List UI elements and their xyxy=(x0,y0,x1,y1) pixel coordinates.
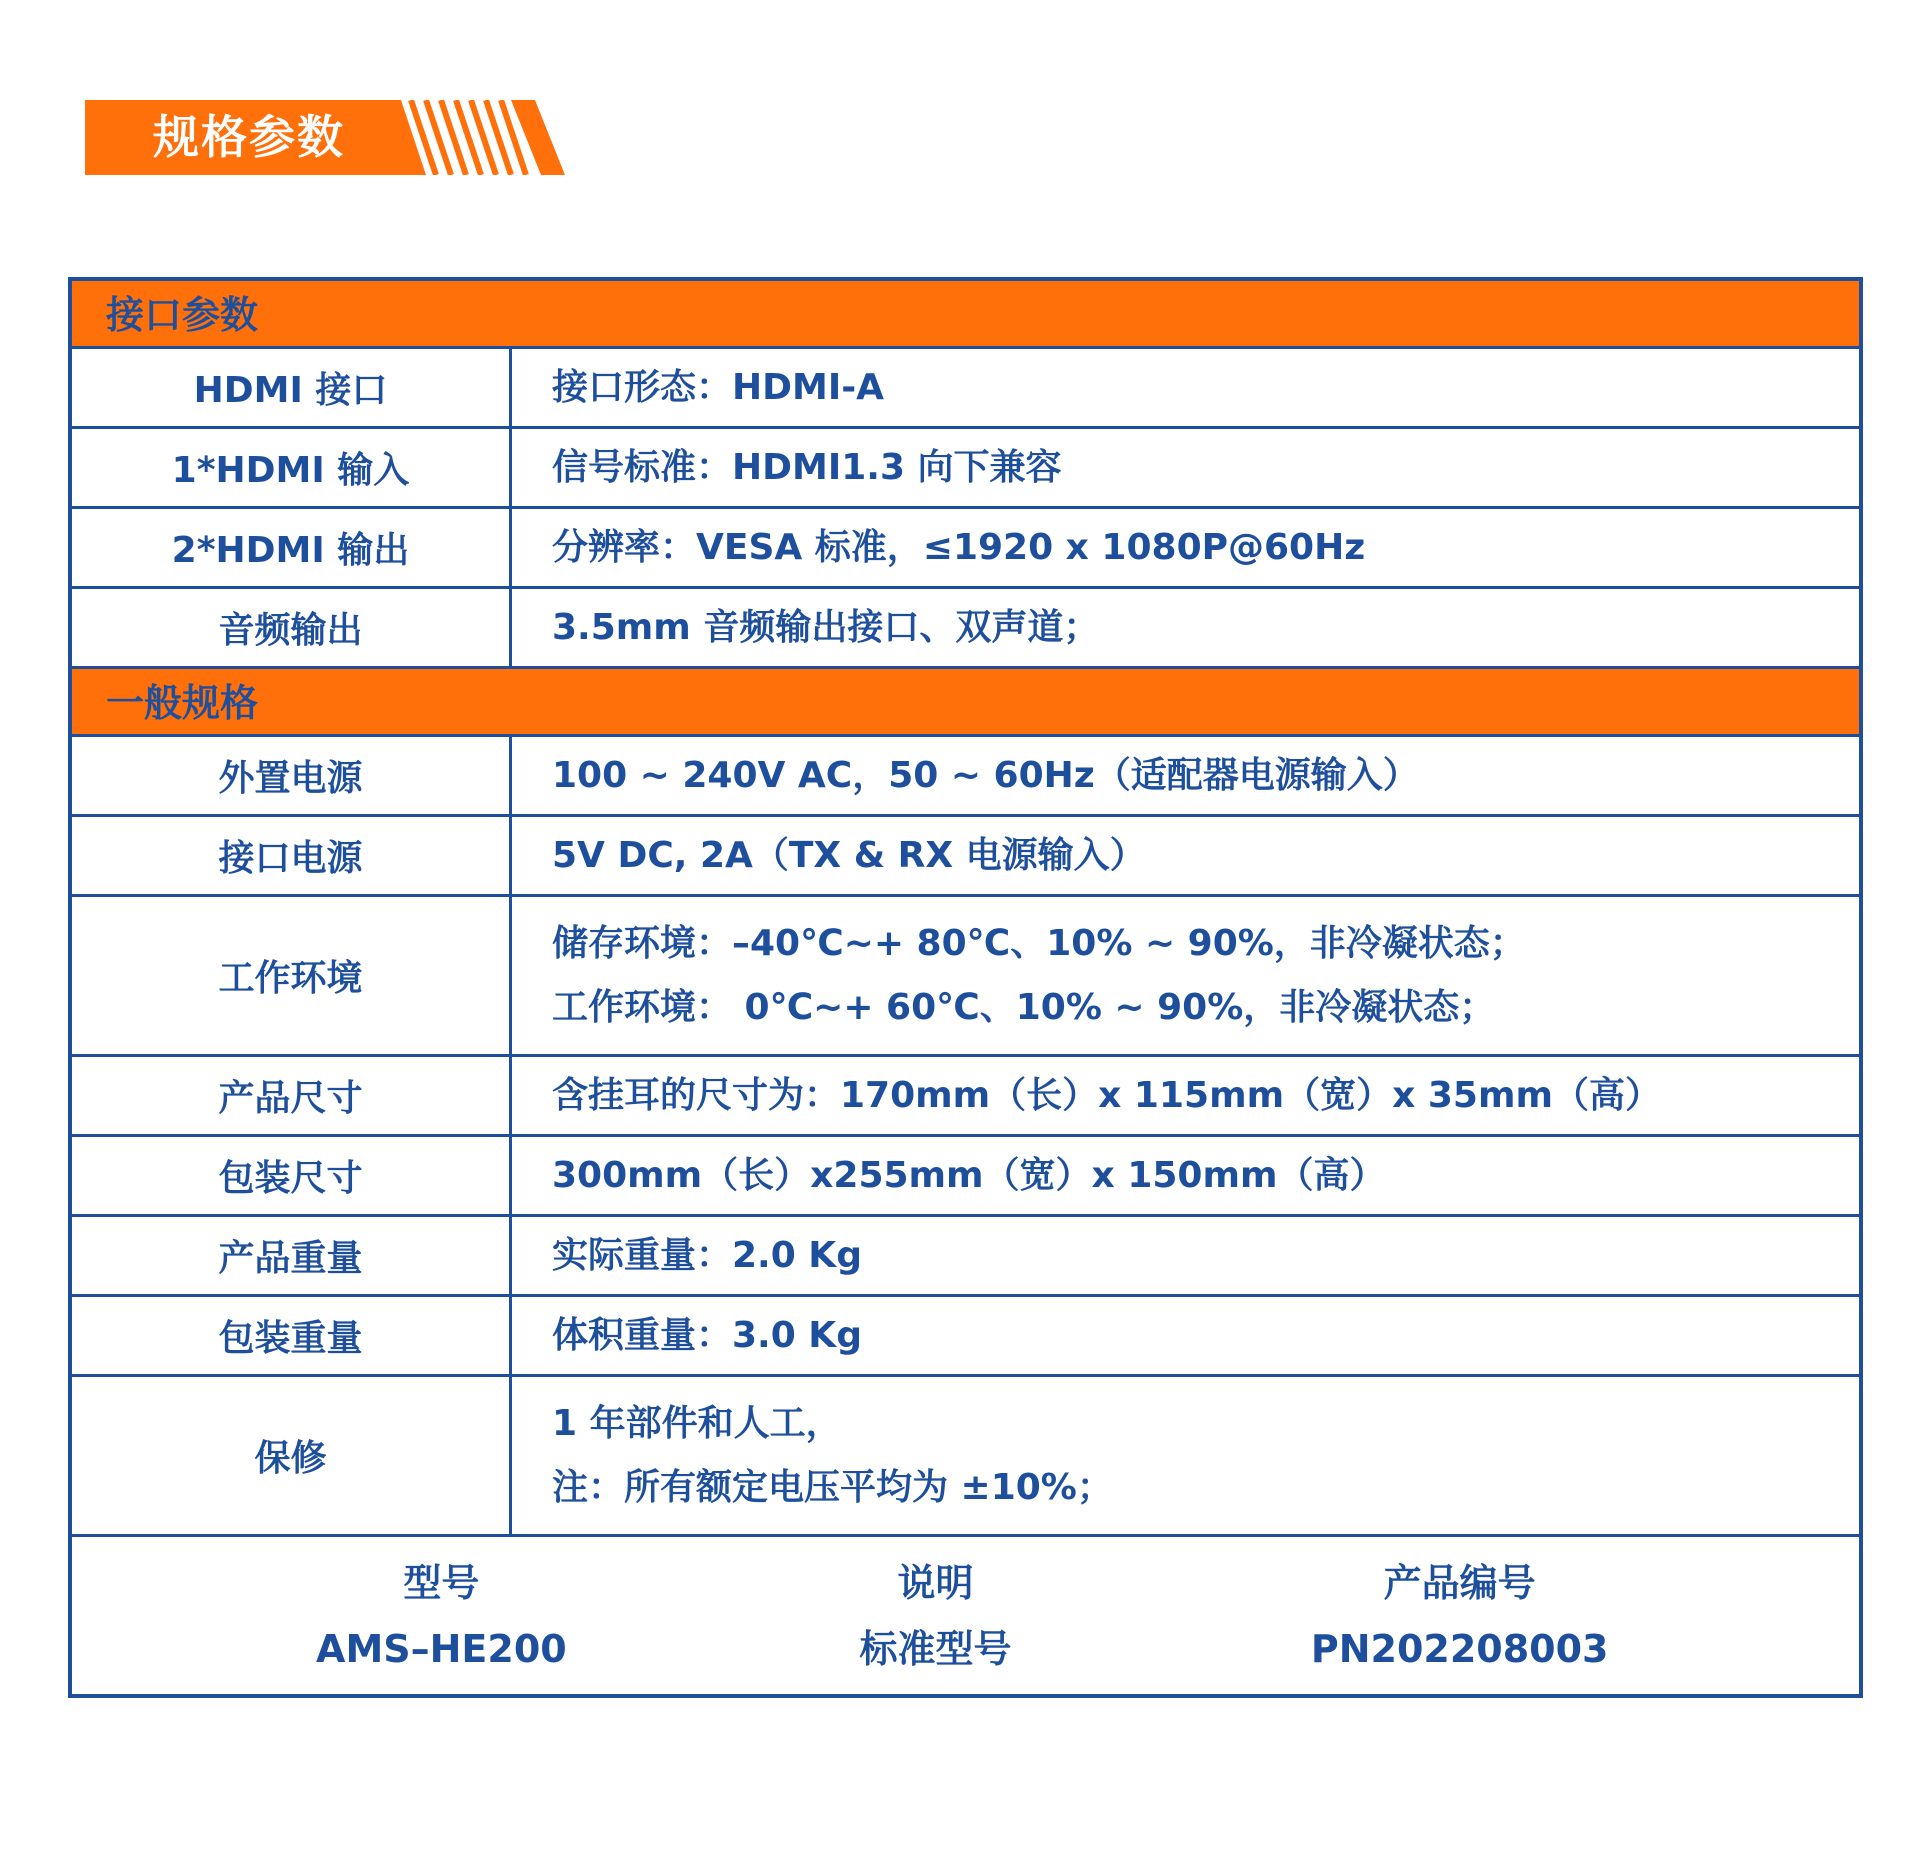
row-label: 接口电源 xyxy=(72,817,512,894)
row-value xyxy=(512,1217,1859,1294)
row-label: 1*HDMI 输入 xyxy=(72,429,512,506)
row-value xyxy=(512,589,1859,666)
row-value-line: 实际重量：2.0 Kg xyxy=(552,1234,862,1276)
row-label: 产品重量 xyxy=(72,1217,512,1294)
table-row xyxy=(72,349,1859,429)
row-value xyxy=(512,1297,1859,1374)
table-row xyxy=(72,817,1859,897)
row-value-line: 1 年部件和人工， xyxy=(552,1402,842,1444)
title-banner xyxy=(85,100,565,175)
footer-value: 标准型号 xyxy=(859,1626,1012,1671)
footer-heading: 型号 xyxy=(403,1560,480,1605)
model-footer xyxy=(72,1537,1859,1694)
row-value-line: 100 ~ 240V AC，50 ~ 60Hz（适配器电源输入） xyxy=(552,754,1419,796)
row-value-line: 储存环境：–40℃~+ 80℃、10% ~ 90%，非冷凝状态； xyxy=(552,922,1526,964)
row-value xyxy=(512,1377,1859,1534)
row-value xyxy=(512,1137,1859,1214)
section-header-general: 一般规格 xyxy=(72,669,1859,737)
row-value xyxy=(512,429,1859,506)
row-value-line: 5V DC, 2A（TX & RX 电源输入） xyxy=(552,834,1146,876)
row-value xyxy=(512,897,1859,1054)
row-value-line: 3.5mm 音频输出接口、双声道； xyxy=(552,606,1100,648)
footer-column-description xyxy=(811,1537,1061,1694)
row-value-line: 分辨率：VESA 标准，≤1920 x 1080P@60Hz xyxy=(552,526,1366,568)
row-value xyxy=(512,737,1859,814)
row-label: 保修 xyxy=(72,1377,512,1534)
row-label: 工作环境 xyxy=(72,897,512,1054)
table-row xyxy=(72,1297,1859,1377)
row-value xyxy=(512,349,1859,426)
table-row xyxy=(72,1377,1859,1537)
row-label: 2*HDMI 输出 xyxy=(72,509,512,586)
row-label: 包装尺寸 xyxy=(72,1137,512,1214)
row-value xyxy=(512,817,1859,894)
row-value-line: 工作环境： 0℃~+ 60℃、10% ~ 90%，非冷凝状态； xyxy=(552,986,1496,1028)
table-row xyxy=(72,1057,1859,1137)
section-header-interface: 接口参数 xyxy=(72,281,1859,349)
row-value-line: 体积重量：3.0 Kg xyxy=(552,1314,862,1356)
row-value-line: 含挂耳的尺寸为：170mm（长）x 115mm（宽）x 35mm（高） xyxy=(552,1074,1661,1116)
footer-heading: 产品编号 xyxy=(1383,1560,1536,1605)
footer-value: PN202208003 xyxy=(1310,1626,1609,1671)
row-value-line: 接口形态：HDMI-A xyxy=(552,366,885,408)
row-value xyxy=(512,1057,1859,1134)
row-label: 包装重量 xyxy=(72,1297,512,1374)
page-title: 规格参数 xyxy=(153,110,345,164)
row-label: 音频输出 xyxy=(72,589,512,666)
table-row xyxy=(72,897,1859,1057)
table-row xyxy=(72,1137,1859,1217)
table-row xyxy=(72,589,1859,669)
row-label: HDMI 接口 xyxy=(72,349,512,426)
row-label: 外置电源 xyxy=(72,737,512,814)
footer-column-product-number xyxy=(1060,1537,1859,1694)
table-row xyxy=(72,509,1859,589)
row-value-line: 300mm（长）x255mm（宽）x 150mm（高） xyxy=(552,1154,1386,1196)
footer-column-model xyxy=(72,1537,811,1694)
spec-table xyxy=(68,277,1863,1698)
footer-value: AMS–HE200 xyxy=(316,1626,567,1671)
footer-heading: 说明 xyxy=(897,1560,974,1605)
row-value-line: 注：所有额定电压平均为 ±10%； xyxy=(552,1466,1113,1508)
row-value xyxy=(512,509,1859,586)
table-row xyxy=(72,429,1859,509)
table-row xyxy=(72,1217,1859,1297)
table-row xyxy=(72,737,1859,817)
row-value-line: 信号标准：HDMI1.3 向下兼容 xyxy=(552,446,1062,488)
row-label: 产品尺寸 xyxy=(72,1057,512,1134)
